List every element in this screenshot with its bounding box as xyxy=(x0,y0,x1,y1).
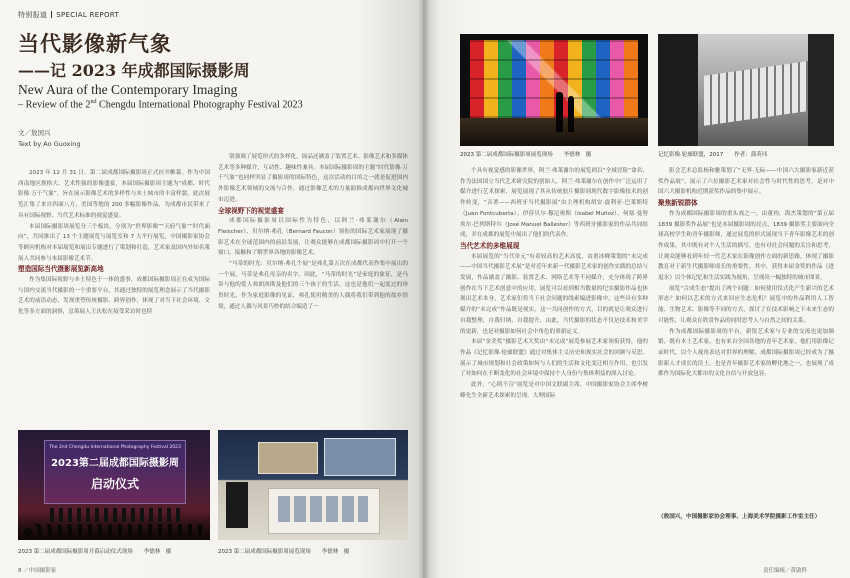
body-paragraph: 2023 年 12 月 31 日，第二届成都国际摄影周正式拉开帷幕。作为中国西南地区规格大、艺术性强的影像盛宴，本届国际摄影周主题为“成都，时代影像·万千气象”，旨在展示影像艺术的多样性与本土城市的丰富样貌。此次展览汇集了来自四面八方、美国等地的 200 多幅影像作品，为成都市民带来了具有国际视野、当代艺术标准的视觉盛宴。 xyxy=(18,170,210,219)
body-column-4 xyxy=(658,166,834,504)
body-paragraph: 个具有视觉感的影像世界，阿兰·弗莱谢尔的展览则以“全域冒险”命名，作为法国国立当代艺术研究院的创始人，阿兰·弗莱谢尔在创作中广泛运用了媒介进行艺术探索，展览展现了其从传统胶片摄影到现代数字影像技术的创作转变，“音著——西班牙当代摄影展”由主理机构胡安·旋利亚·巴莱斯特（Juan Fontcuberta）、伊莎贝尔·穆尼奥斯（Isabel Muñoz）、何塞·曼努埃尔·巴列斯特尔（José Manuel Ballester）等西班牙摄影家的作品共同组成，并在成都的展览中展出了他们的代表作。 xyxy=(460,168,648,239)
body-paragraph: 本届展览的“当代单元”有着较高的艺术高度，由重冰峰策划的“未完成——中国当代摄影艺术展”是对近年来新一代摄影艺术家的创作实践的总结与发展，作品涵盖了摄影、装置艺术、网络艺术等不同媒介，充分体现了跨界创作在当下艺术创意中的应用，展览可以看到相当数量的纪实摄影作品也体现出艺术本身，艺术家们将当下社会问题的线索编进影像中，这些具有多种媒介的“未完成”作品既是现实，这一共同创作的方式，目的就是让观众进行自我整理，自我归纳，自我提升，由此，当代摄影的状态不仅是技术和美学的更新，也是对摄影如何社会中角色的重新定义。 xyxy=(460,253,648,335)
page-footer-right: 责任编辑／黄啟科 xyxy=(763,568,808,574)
visitor-silhouette xyxy=(226,482,248,528)
photo-exhibition-hall xyxy=(218,430,408,540)
stage-screen xyxy=(44,440,186,504)
visitor-silhouette-1 xyxy=(556,92,563,132)
caption-ceremony: 2023 第二届成都国际摄影周开幕启动仪式现场 李德林 摄 xyxy=(18,549,172,555)
caption-exhibition: 2023 第二届成都国际摄影周展览现场 李德林 摄 xyxy=(218,549,350,555)
section-label-cn: 特别报道 xyxy=(18,11,48,19)
stage-people xyxy=(50,508,180,522)
section-heading: 全球视野下的视觉盛宴 xyxy=(218,206,284,215)
section-header xyxy=(18,10,119,20)
right-page xyxy=(423,0,850,578)
body-paragraph: 成都国际摄影周以国际性为特色，以阿兰·弗莱谢尔（Alain Fleischer）、贝尔纳·弗孔（Bernard Faucon）领衔的国际艺术家展现了摄影艺术在全球范围内的前沿发展，让观众能够在成都国际摄影周中打开一个窗口，接触和了解世界各地的影像艺术。 xyxy=(218,218,408,257)
screen-text-en: The 2nd Chengdu International Photography Festival 2023 xyxy=(49,445,181,450)
article-subtitle-en: – Review of the 2nd Chengdu International Photography Festival 2023 xyxy=(18,99,303,111)
section-heading: 聚焦新锐群体 xyxy=(658,199,698,208)
body-paragraph: 此外，“心照不宣”展览是对中国文联副主席、中国摄影家协会主席李树峰先生全新艺术探索的呈现，大理国际 xyxy=(460,382,648,399)
body-paragraph: 作为成都国际摄影周的平台，新锐艺术家与专业的交流也更加频繁，既有本土艺术家，也有来自全国各地的青年艺术家，他们用影像记录时代，以个人视角表达对世界的理解，成都国际摄影周已经成为了摄影新人才成长的沃土，也是青年摄影艺术家的孵化地之一，也展现了成都作为国际化大都市的文化自信与开放包容。 xyxy=(658,328,834,378)
photo-memory-image xyxy=(658,34,834,146)
caption-installation: 2023 第二届成都国际摄影周展览现场 李德林 摄 xyxy=(460,152,592,158)
screen-text-ceremony: 启动仪式 xyxy=(90,477,139,491)
wall-frame-1 xyxy=(258,442,318,474)
body-column-2 xyxy=(218,152,408,420)
photo-opening-ceremony xyxy=(18,430,210,540)
page-footer-left: 8 ／中国摄影家 xyxy=(18,568,57,574)
body-column-1 xyxy=(18,168,210,420)
body-paragraph: 作为成都国际摄影周的重头戏之一，由董钧、海杰策划的“第五届 1839 摄影奖作品展”也是本届摄影周的亮点，1839 摄影奖主要面向全球高校学生和青年摄影师，通过展览的形式展现当下青年影像艺术的创作成果。其中既有对个人生活的描写，也有对社会问题的关注和思考，让观众能够看到年轻一代艺术家在影像创作方面的新思路，体现了摄影教育对于新生代摄影师成长的重要性。其中，获得本届金奖的作品《进退水》以个体记忆和生活实践为视角，呈现出一幅独特的城市图景。 xyxy=(658,210,834,282)
section-heading: 塑造国际当代摄影展览新高地 xyxy=(18,265,104,274)
body-paragraph: 展览“合成生态”提出了两个问题：如何使用仪式化产生新兴的艺术形态？如何以艺术的方式来回应生态危机？展览中的作品利用人工智能、生物艺术、影像等不同的方式，探讨了在技术影响之下未来生态的可能性，让观众在欣赏作品的同时思考人与自然之间的关系。 xyxy=(658,285,834,324)
article-title-cn: 当代影像新气象 xyxy=(18,31,172,56)
body-paragraph: 本届“金美奖”摄影艺术大奖由“未完成”展览参展艺术家领衔获得，他的作品《记忆影像·轮廓联盟》通过对集体主义历史和现实社会的回顾与反思，展示了城市规划和社会政策如何与人们的生活和文化变迁相互作用，也引发了对如何在不断变化的社会环境中保持个人身份与集体利益的深入讨论。 xyxy=(460,339,648,378)
body-paragraph: 作为集国际视野与本土特色于一体的盛事，成都国际摄影周正在成为国际与国内交流当代摄影的一个重要平台，其通过独特的展览理念展示了当代摄影艺术的前沿动态，发现重塑传统摄影、跨界创作，体现了对当下社会环境、文化等多方面的洞察，总策展人王庆松在接受采访时也特 xyxy=(18,277,210,316)
visitor-silhouette-2 xyxy=(568,96,574,132)
photo-colorful-installation xyxy=(460,34,648,146)
screen-text-cn: 2023第二届成都国际摄影周 xyxy=(51,458,179,469)
left-page xyxy=(0,0,423,578)
byline-en: Text by Ao Guoxing xyxy=(18,140,81,148)
dark-wall xyxy=(658,34,698,146)
body-paragraph: 别强调了展览形式的多样化，展品还涵盖了装置艺术、影像艺术和多媒体艺术等多种媒介，互动性、趣味性兼具。本届国际摄影周的主题“时代影像·万千气象”也同样突显了摄影周的国际特色，这次活动的目的之一就是促进国内外影像艺术领域的交流与合作，通过影像艺术的力量助推成都向世界文化城市迈进。 xyxy=(218,154,408,203)
author-note: （敖国兴，中国摄影家协会理事、上海美术学院摄影工作室主任） xyxy=(658,514,821,520)
section-label-en: SPECIAL REPORT xyxy=(56,11,120,19)
floor xyxy=(460,118,648,146)
section-heading: 当代艺术的多维展现 xyxy=(460,241,520,250)
building-structure xyxy=(704,60,814,125)
byline-cn: 文／敖国兴 xyxy=(18,129,51,137)
article-title-en: New Aura of the Contemporary Imaging xyxy=(18,82,238,97)
body-paragraph: 影会艺术总监杨和雅策划了“无界·无际——中国六大摄影家新近获奖作品展”，展示了六位摄影艺术家对社会性与时代性的思考，是对中国六大摄影机构近期获奖作品的集中展示。 xyxy=(658,168,834,196)
body-paragraph: 本届国际摄影周展览分三个板块，分别为“世界影像”“天府气象”“时代面向”，共同推出了 13 个主题展览与展览室和 7 大平行展览，中国摄影家协会等顾问机构对本届展览和展出专题进行了策划和打造，艺术家及国内外知名策展人共同参与本届影像艺术节。 xyxy=(18,223,210,262)
body-column-3 xyxy=(460,166,648,562)
body-paragraph: “马蒂的时光：贝尔纳·弗孔个展”是弗孔第五次在成都代表作集中展出的一个展，马蒂是弗孔母亲的名字，因此，“马蒂的时光”是家庭的象征，是马蒂与他的爱人弗朗西斯及他们的三个孩子的生活，这也是他们一起度过的珍贵时光，作为家庭影像的见证，弗孔使用精美的人偶将我们带到他的故乡情境，通过人偶与风景巧妙的结合编造了一 xyxy=(218,261,408,310)
page-gutter xyxy=(418,0,430,578)
article-subtitle-cn: ——记 2023 年成都国际摄影周 xyxy=(18,61,250,80)
caption-memory-image: 记忆影像·轮廓联盟，2017 作者：蒲英玮 xyxy=(658,152,768,158)
audience xyxy=(22,524,206,538)
wall-frame-2 xyxy=(324,438,396,476)
